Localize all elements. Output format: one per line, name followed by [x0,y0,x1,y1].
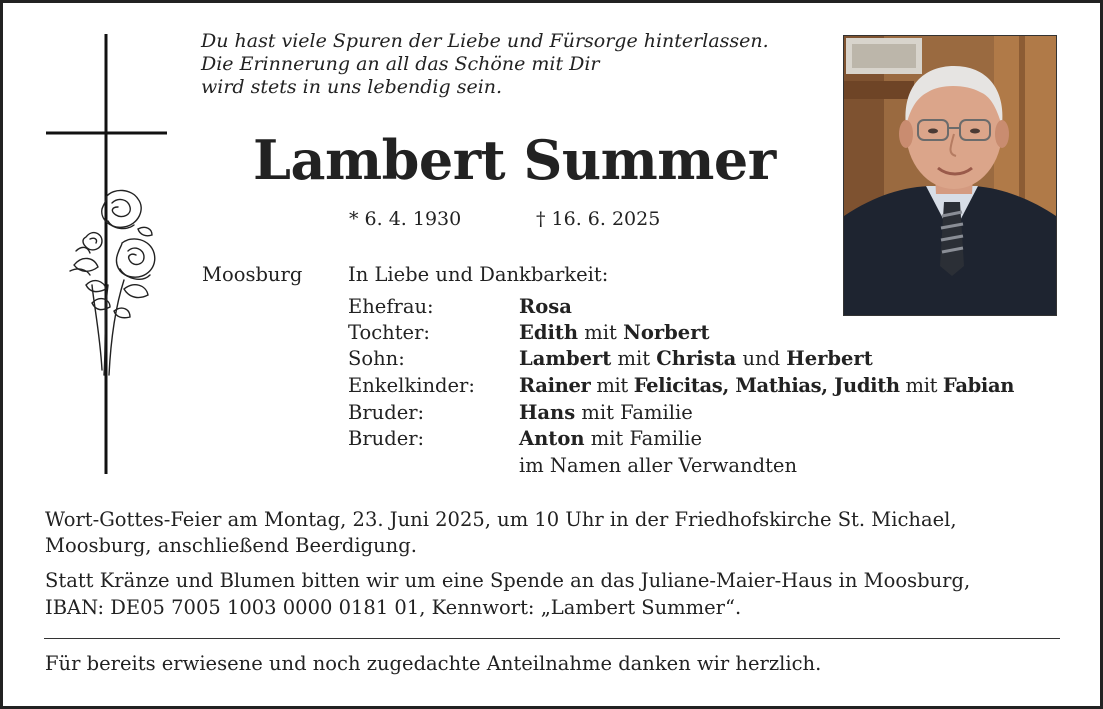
service-line: Wort-Gottes-Feier am Montag, 23. Juni 2025, um 10 Uhr in der Friedhofskirche St. Michael, [45,508,957,531]
rose-bouquet-icon [64,185,164,385]
donation-line: IBAN: DE05 7005 1003 0000 0181 01, Kennwort: „Lambert Summer“. [45,596,742,619]
relative-names: Rainer mit Felicitas, Mathias, Judith mit Fabian [519,374,1015,397]
donation-line: Statt Kränze und Blumen bitten wir um eine Spende an das Juliane-Maier-Haus in Moosburg, [45,569,971,592]
divider [44,638,1060,639]
relative-label: Enkelkinder: [348,374,475,397]
service-line: Moosburg, anschließend Beerdigung. [45,534,417,557]
relative-names: Anton mit Familie [519,427,703,450]
poem-line: wird stets in uns lebendig sein. [201,76,503,98]
relative-label: Ehefrau: [348,295,434,318]
thanks-line: Für bereits erwiesene und noch zugedachte Anteilnahme danken wir herzlich. [45,652,822,675]
relative-names: Edith mit Norbert [519,321,710,344]
relative-label: Tochter: [348,321,430,344]
relative-label: Sohn: [348,347,405,370]
relative-label: Bruder: [348,427,425,450]
death-date: † 16. 6. 2025 [536,208,661,230]
birth-date: * 6. 4. 1930 [349,208,462,230]
poem-line: Die Erinnerung an all das Schöne mit Dir [201,53,600,75]
relatives-intro: In Liebe und Dankbarkeit: [348,263,609,286]
memorial-poem [201,30,841,99]
relative-names: Hans mit Familie [519,401,693,424]
relative-label: Bruder: [348,401,425,424]
portrait-photo [843,35,1057,316]
poem-line: Du hast viele Spuren der Liebe und Fürsorge hinterlassen. [201,30,769,52]
relative-names: Rosa [519,295,572,318]
relative-names: Lambert mit Christa und Herbert [519,347,873,370]
relatives-footer: im Namen aller Verwandten [519,454,798,477]
deceased-name: Lambert Summer [253,128,776,192]
place-name: Moosburg [202,263,303,286]
